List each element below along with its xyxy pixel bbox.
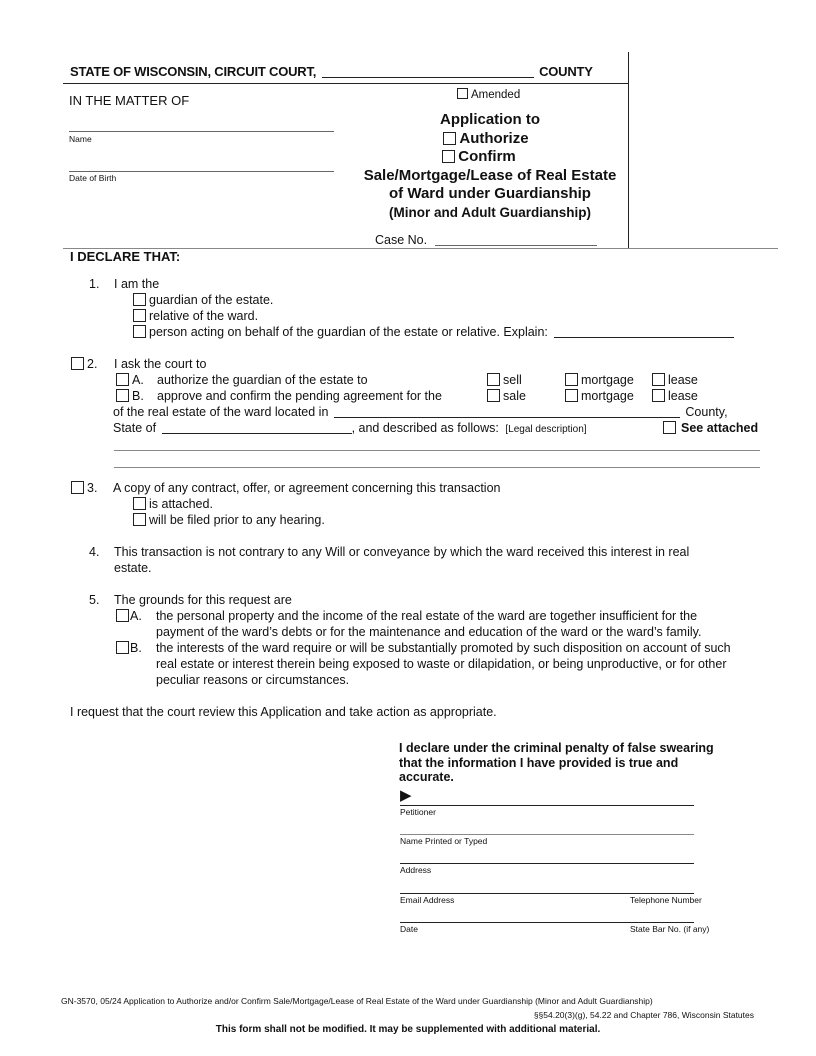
relative-checkbox[interactable] (133, 309, 146, 322)
legal-description-hint: [Legal description] (505, 424, 587, 435)
relative-label: relative of the ward. (149, 309, 259, 323)
a-mortgage-checkbox[interactable] (565, 373, 578, 386)
see-attached-option[interactable] (663, 421, 758, 436)
sell-label: sell (503, 373, 522, 387)
item1-option-guardian[interactable] (133, 293, 273, 308)
email-label: Email Address (400, 895, 455, 905)
case-no-line (375, 233, 597, 248)
see-attached-checkbox[interactable] (663, 421, 676, 434)
bar-number-label: State Bar No. (if any) (630, 924, 710, 934)
authorize-checkbox[interactable] (443, 132, 456, 145)
located-county-label: County, (685, 405, 728, 419)
attached-checkbox[interactable] (133, 497, 146, 510)
item2a-checkbox[interactable] (116, 373, 129, 386)
state-label: State of (113, 421, 157, 435)
ward-dob-label: Date of Birth (69, 173, 117, 183)
header-divider-top (63, 83, 628, 84)
sale-label: sale (503, 389, 526, 403)
b-lease-label: lease (668, 389, 698, 403)
item3-text: A copy of any contract, offer, or agreement concerning this transaction (113, 481, 501, 495)
sell-checkbox[interactable] (487, 373, 500, 386)
item5a-letter: A. (130, 609, 142, 623)
authorize-label: Authorize (459, 129, 529, 147)
item2a-text: authorize the guardian of the estate to (157, 373, 368, 387)
item2b-letter: B. (132, 389, 144, 403)
item5-option-a[interactable] (116, 609, 142, 624)
title-line4: (Minor and Adult Guardianship) (389, 204, 591, 220)
authorize-option[interactable] (342, 130, 630, 149)
located-text: of the real estate of the ward located in (113, 405, 329, 419)
legal-description-line-2[interactable] (114, 467, 760, 468)
item2-number: 2. (87, 357, 98, 371)
footer-notice: This form shall not be modified. It may be supplemented with additional material. (215, 1024, 601, 1035)
person-label: person acting on behalf of the guardian of the estate or relative. Explain: (149, 325, 548, 339)
b-mortgage-checkbox[interactable] (565, 389, 578, 402)
amended-option[interactable] (457, 88, 520, 101)
item5b-letter: B. (130, 641, 142, 655)
title-line2: Sale/Mortgage/Lease of Real Estate (363, 166, 617, 184)
item2-option-a[interactable] (116, 373, 144, 388)
item4-line1: This transaction is not contrary to any Will or conveyance by which the ward received this interest in real (114, 545, 690, 559)
item5b-line3: peculiar reasons or circumstances. (156, 673, 350, 687)
attached-label: is attached. (149, 497, 213, 511)
address-field[interactable] (400, 863, 694, 864)
item5-text: The grounds for this request are (114, 593, 292, 607)
title-line1: Application to (440, 111, 540, 128)
declaration-line3: accurate. (399, 770, 454, 784)
sign-arrow-icon: ▶ (400, 787, 412, 804)
item2b-mortgage[interactable] (565, 389, 634, 404)
item3-checkbox[interactable] (71, 481, 84, 494)
located-county-field[interactable] (334, 405, 680, 418)
ward-dob-field[interactable] (69, 171, 334, 172)
state-line (113, 421, 587, 437)
guardian-label: guardian of the estate. (149, 293, 274, 307)
name-printed-label: Name Printed or Typed (400, 836, 488, 846)
item2b-lease[interactable] (652, 389, 698, 404)
filed-label: will be filed prior to any hearing. (149, 513, 325, 527)
sale-checkbox[interactable] (487, 389, 500, 402)
matter-label: IN THE MATTER OF (69, 93, 190, 108)
item5a-line2: payment of the ward’s debts or for the maintenance and education of the ward or the ward’s family. (156, 625, 702, 639)
case-no-field[interactable] (435, 233, 597, 246)
confirm-label: Confirm (458, 148, 516, 165)
b-lease-checkbox[interactable] (652, 389, 665, 402)
item2b-sale[interactable] (487, 389, 526, 404)
address-label: Address (400, 865, 432, 875)
court-label: STATE OF WISCONSIN, CIRCUIT COURT, (70, 64, 317, 79)
person-checkbox[interactable] (133, 325, 146, 338)
declaration-line2: that the information I have provided is true and (399, 755, 679, 770)
confirm-option[interactable] (328, 148, 630, 167)
footer-statutes: §§54.20(3)(g), 54.22 and Chapter 786, Wisconsin Statutes (533, 1010, 754, 1020)
email-field[interactable] (400, 893, 694, 894)
filed-checkbox[interactable] (133, 513, 146, 526)
date-label: Date (400, 924, 418, 934)
legal-description-line-1[interactable] (114, 450, 760, 451)
item2b-text: approve and confirm the pending agreement for the (157, 389, 442, 403)
item5b-line2: real estate or interest therein being exposed to waste or dilapidation, or being unproductive, or for other (156, 657, 727, 671)
amended-label: Amended (471, 89, 521, 101)
declaration-statement (399, 741, 714, 785)
item2-header (71, 357, 97, 372)
item3-number: 3. (87, 481, 98, 495)
amended-checkbox[interactable] (457, 88, 468, 99)
item1-option-person[interactable] (133, 325, 734, 340)
case-no-label: Case No. (375, 233, 428, 247)
item1-option-relative[interactable] (133, 309, 258, 324)
petitioner-signature-field[interactable] (400, 805, 694, 806)
state-field[interactable] (162, 421, 352, 434)
ward-name-field[interactable] (69, 131, 334, 132)
petitioner-label: Petitioner (400, 807, 436, 817)
date-field[interactable] (400, 922, 694, 923)
item2-checkbox[interactable] (71, 357, 84, 370)
item1-text: I am the (114, 277, 160, 291)
declaration-line1: I declare under the criminal penalty of false swearing (399, 741, 714, 755)
item5b-line1: the interests of the ward require or will be substantially promoted by such disposition on account of such (156, 641, 731, 655)
ward-name-label: Name (69, 134, 92, 144)
item1-number: 1. (89, 277, 100, 291)
see-attached-label: See attached (681, 421, 759, 435)
confirm-checkbox[interactable] (442, 150, 455, 163)
item2-option-b[interactable] (116, 389, 144, 404)
item2a-mortgage[interactable] (565, 373, 634, 388)
item2a-lease[interactable] (652, 373, 698, 388)
court-line (70, 64, 593, 79)
form-title (350, 111, 630, 222)
a-lease-checkbox[interactable] (652, 373, 665, 386)
item4-line2: estate. (114, 561, 152, 575)
declare-heading: I DECLARE THAT: (70, 249, 181, 264)
guardian-checkbox[interactable] (133, 293, 146, 306)
county-name-field[interactable] (322, 65, 534, 78)
b-mortgage-label: mortgage (581, 389, 634, 403)
name-printed-field[interactable] (400, 834, 694, 835)
item2a-letter: A. (132, 373, 144, 387)
request-text: I request that the court review this Application and take action as appropriate. (70, 705, 497, 719)
item2-text: I ask the court to (114, 357, 207, 371)
item5b-checkbox[interactable] (116, 641, 129, 654)
a-lease-label: lease (668, 373, 698, 387)
phone-label: Telephone Number (630, 895, 702, 905)
located-line (113, 405, 728, 420)
item5-option-b[interactable] (116, 641, 142, 656)
item3-header (71, 481, 97, 496)
described-text: , and described as follows: (351, 421, 499, 435)
item3-option-filed[interactable] (133, 513, 325, 528)
footer-form-id: GN-3570, 05/24 Application to Authorize and/or Confirm Sale/Mortgage/Lease of Real Estate of the Ward under Guardianship (Minor and Adult Guardianship) (61, 996, 653, 1006)
item4-number: 4. (89, 545, 100, 559)
county-label: COUNTY (539, 64, 593, 79)
item5-number: 5. (89, 593, 100, 607)
title-line3: of Ward under Guardianship (389, 185, 591, 202)
item5a-checkbox[interactable] (116, 609, 129, 622)
item2a-sell[interactable] (487, 373, 522, 388)
explain-field[interactable] (554, 325, 734, 338)
item3-option-attached[interactable] (133, 497, 213, 512)
a-mortgage-label: mortgage (581, 373, 634, 387)
item5a-line1: the personal property and the income of the real estate of the ward are together insufficient for the (156, 609, 698, 623)
item2b-checkbox[interactable] (116, 389, 129, 402)
